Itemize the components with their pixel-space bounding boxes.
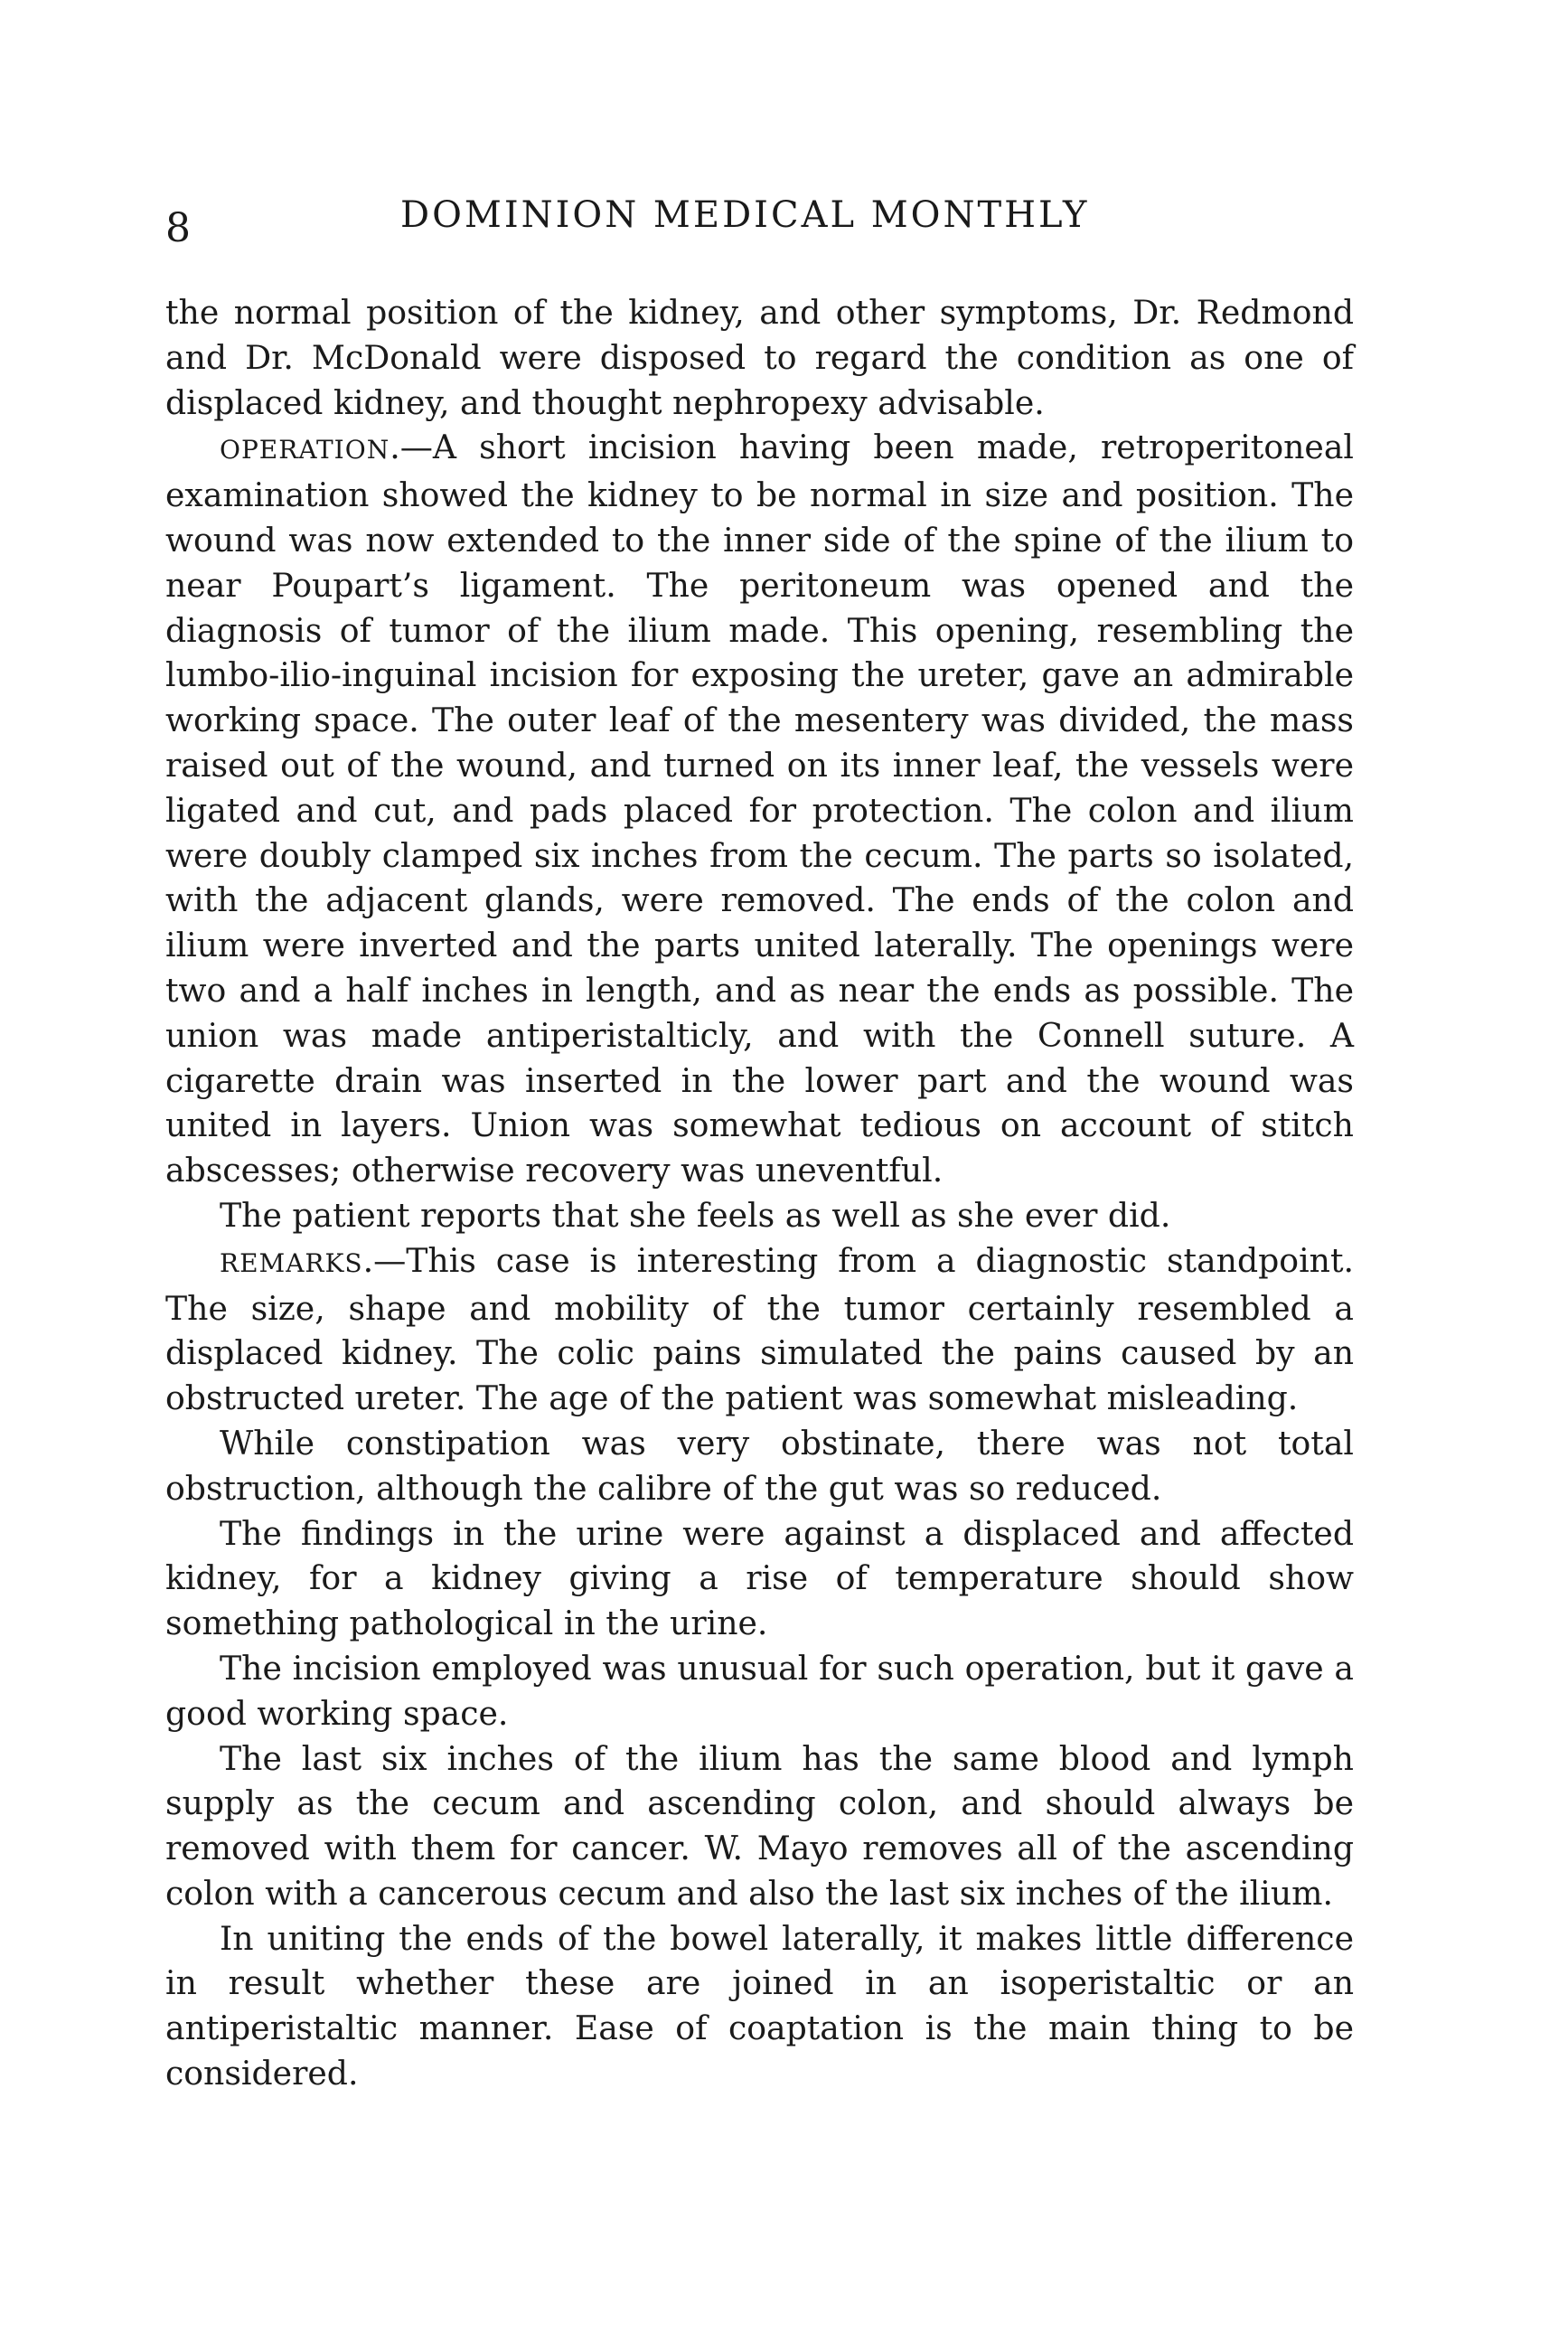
paragraph-text: the normal position of the kidney, and other symptoms, Dr. Redmond and Dr. McDonald were disposed to regard the condition as one of displaced kidney, and thought nephropexy advisable. [165,293,1354,422]
paragraph-text: In uniting the ends of the bowel laterally, it makes little difference in result whether these are joined in an isoperistaltic or an antiperistaltic manner. Ease of coaptation is the main thing to be considered. [165,1918,1354,2093]
paragraph-text: The incision employed was unusual for such operation, but it gave a good working space. [165,1648,1354,1733]
paragraph-patient-report [165,1193,1354,1238]
running-head [165,185,1354,258]
paragraph-urine-findings [165,1511,1354,1646]
book-page [165,185,1354,2096]
paragraph-remarks [165,1238,1354,1421]
paragraph-text: While constipation was very obstinate, there was not total obstruction, although the calibre of the gut was so reduced. [165,1423,1354,1508]
paragraph-incision [165,1646,1354,1736]
paragraph-blood-supply [165,1736,1354,1916]
paragraph-text: The findings in the urine were against a displaced and affected kidney, for a kidney giving a rise of temperature should show something pathological in the urine. [165,1513,1354,1643]
journal-title: DOMINION MEDICAL MONTHLY [400,194,1090,236]
section-lead-remarks: REMARKS [220,1247,363,1278]
article-body [165,290,1354,2096]
page-number: 8 [165,205,191,251]
paragraph-operation [165,425,1354,1193]
paragraph-text: The last six inches of the ilium has the same blood and lymph supply as the cecum and ascending colon, and should always be removed with them for cancer. W. Mayo removes all of the ascending colon with a cancerous cecum and also the last six inches of the ilium. [165,1738,1354,1913]
paragraph-text: The patient reports that she feels as well as she ever did. [220,1195,1171,1235]
paragraph-constipation [165,1421,1354,1511]
paragraph-continuation [165,290,1354,425]
paragraph-uniting-bowel [165,1916,1354,2096]
paragraph-text: .—This case is interesting from a diagnostic standpoint. The size, shape and mobility of the tumor certainly resembled a displaced kidney. The colic pains simulated the pains caused by an obstructed ureter. The age of the patient was somewhat misleading. [165,1240,1354,1418]
section-lead-operation: OPERATION [220,435,390,466]
paragraph-text: .—A short incision having been made, retroperitoneal examination showed the kidney to be normal in size and position. The wound was now extended to the inner side of the spine of the ilium to near Poupart’s ligament. The peritoneum was opened and the diagnosis of tumor of the ilium made. This opening, resembling the lumbo-ilio-inguinal incision for exposing the ureter, gave an admirable working space. The outer leaf of the mesentery was divided, the mass raised out of the wound, and turned on its inner leaf, the vessels were ligated and cut, and pads placed for protection. The colon and ilium were doubly clamped six inches from the cecum. The parts so isolated, with the adjacent glands, were removed. The ends of the colon and ilium were inverted and the parts united laterally. The openings were two and a half inches in length, and as near the ends as possible. The union was made antiperistalticly, and with the Connell suture. A cigarette drain was inserted in the lower part and the wound was united in layers. Union was somewhat tedious on account of stitch abscesses; otherwise recovery was uneventful. [165,428,1354,1190]
